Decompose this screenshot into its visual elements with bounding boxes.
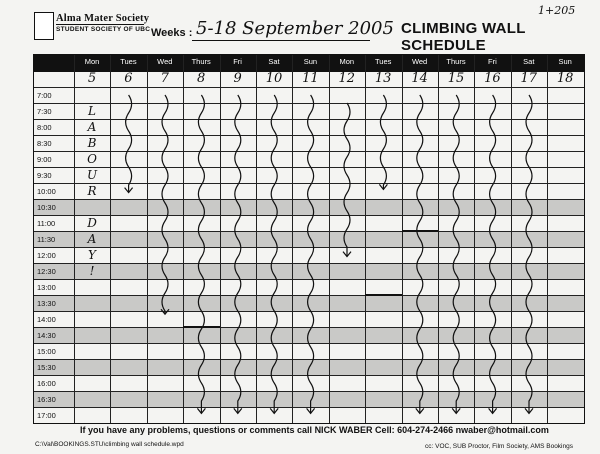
time-row: [34, 279, 584, 295]
org-subtitle: STUDENT SOCIETY OF UBC: [56, 26, 151, 33]
day-name: Thurs: [446, 57, 466, 66]
page-title: CLIMBING WALL SCHEDULE: [401, 20, 526, 54]
time-label: 11:00: [37, 219, 56, 228]
day-date: 6: [124, 71, 133, 86]
time-label: 10:30: [37, 203, 56, 212]
handwritten-letter: U: [86, 168, 98, 182]
day-date: 13: [374, 71, 392, 86]
handwritten-letter: !: [89, 264, 95, 278]
column-divider: [329, 55, 330, 423]
time-row: [34, 87, 584, 103]
column-divider: [74, 55, 75, 423]
time-row: [34, 407, 584, 423]
time-label: 11:30: [37, 235, 56, 244]
weeks-value: 5-18 September 2005: [196, 18, 394, 39]
column-divider: [438, 55, 439, 423]
column-divider: [256, 55, 257, 423]
time-label: 10:00: [37, 187, 56, 196]
handwritten-letter: A: [87, 232, 97, 246]
time-row: [34, 263, 584, 279]
handwritten-letter: D: [87, 216, 97, 230]
day-date: 18: [556, 71, 574, 86]
corner-note: 1+205: [538, 4, 576, 17]
time-row: [34, 119, 584, 135]
day-date: 5: [87, 71, 97, 86]
day-date: 17: [520, 71, 538, 86]
time-row: [34, 231, 584, 247]
time-label: 15:30: [37, 363, 56, 372]
column-divider: [547, 55, 548, 423]
org-name: Alma Mater Society: [56, 13, 150, 24]
time-label: 12:30: [37, 267, 56, 276]
day-name: Sat: [268, 57, 280, 66]
time-row: [34, 215, 584, 231]
time-label: 13:00: [37, 283, 56, 292]
time-row: [34, 391, 584, 407]
handwritten-bar: [365, 294, 401, 296]
handwritten-bar: [402, 230, 438, 232]
column-divider: [474, 55, 475, 423]
day-date: 11: [302, 71, 319, 86]
time-label: 17:00: [37, 411, 56, 420]
time-label: 13:30: [37, 299, 56, 308]
time-label: 16:00: [37, 379, 56, 388]
time-label: 8:00: [37, 123, 52, 132]
time-label: 15:00: [37, 347, 56, 356]
time-row: [34, 375, 584, 391]
day-name: Mon: [84, 57, 100, 66]
day-date: 7: [160, 71, 169, 86]
time-label: 7:00: [37, 91, 52, 100]
day-name: Tues: [374, 57, 392, 66]
handwritten-letter: R: [87, 184, 97, 198]
time-row: [34, 247, 584, 263]
footer-cc: cc: VOC, SUB Proctor, Film Society, AMS Bookings: [425, 443, 573, 450]
weeks-underline: [192, 40, 370, 41]
handwritten-letter: A: [87, 120, 97, 134]
handwritten-letter: L: [88, 104, 96, 118]
footer-file-path: C:\Val\BOOKINGS.STU\climbing wall schedule.wpd: [35, 441, 184, 448]
day-date: 8: [197, 71, 206, 86]
day-name: Tues: [120, 57, 137, 66]
time-row: [34, 135, 584, 151]
time-row: [34, 151, 584, 167]
day-date: 14: [411, 71, 428, 86]
time-row: [34, 343, 584, 359]
ams-logo: [34, 12, 54, 40]
time-row: [34, 359, 584, 375]
column-divider: [365, 55, 366, 423]
column-divider: [147, 55, 148, 423]
day-name: Fri: [488, 57, 497, 66]
handwritten-letter: B: [87, 136, 97, 150]
schedule-grid: [33, 54, 585, 424]
day-date: 16: [484, 71, 501, 86]
time-label: 16:30: [37, 395, 56, 404]
day-date: 15: [447, 71, 465, 86]
time-label: 14:30: [37, 331, 56, 340]
time-row: [34, 327, 584, 343]
column-divider: [183, 55, 184, 423]
day-name: Wed: [157, 57, 173, 66]
day-date: 12: [338, 71, 356, 86]
time-label: 12:00: [37, 251, 56, 260]
column-divider: [402, 55, 403, 423]
time-label: 8:30: [37, 139, 52, 148]
handwritten-letter: Y: [88, 248, 96, 262]
time-row: [34, 167, 584, 183]
day-name: Thurs: [191, 57, 211, 66]
time-label: 9:00: [37, 155, 52, 164]
time-row: [34, 103, 584, 119]
time-row: [34, 199, 584, 215]
time-label: 9:30: [37, 171, 52, 180]
time-label: 7:30: [37, 107, 52, 116]
footer-contact: If you have any problems, questions or comments call NICK WABER Cell: 604-274-2466 nwaber@hotmail.com: [80, 425, 549, 435]
column-divider: [292, 55, 293, 423]
column-divider: [110, 55, 111, 423]
day-name: Fri: [233, 57, 242, 66]
day-date: 9: [233, 71, 242, 86]
column-divider: [511, 55, 512, 423]
weeks-label: Weeks :: [151, 27, 193, 39]
column-divider: [220, 55, 221, 423]
time-row: [34, 295, 584, 311]
day-name: Mon: [339, 57, 355, 66]
day-name: Sun: [558, 57, 572, 66]
day-name: Wed: [411, 57, 428, 66]
day-name: Sat: [523, 57, 535, 66]
handwritten-bar: [183, 326, 219, 328]
handwritten-letter: O: [87, 152, 97, 166]
time-row: [34, 311, 584, 327]
org-divider: [56, 24, 144, 25]
time-label: 14:00: [37, 315, 56, 324]
day-date: 10: [265, 71, 283, 86]
day-name: Sun: [303, 57, 318, 66]
time-row: [34, 183, 584, 199]
